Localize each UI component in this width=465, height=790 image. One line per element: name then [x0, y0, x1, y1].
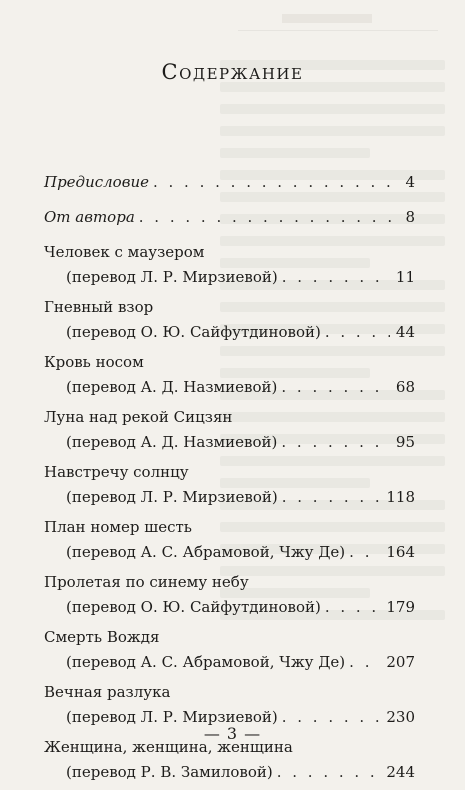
dot-leader: [325, 595, 381, 620]
toc-entry[interactable]: [44, 350, 415, 400]
toc-entry[interactable]: [44, 570, 415, 620]
toc-entry-translator: (перевод Л. Р. Мирзиевой): [66, 708, 278, 726]
toc-entry[interactable]: [44, 460, 415, 510]
toc-entry[interactable]: [44, 405, 415, 455]
toc-page-number: 118: [386, 488, 415, 506]
toc-entry[interactable]: [44, 515, 415, 565]
toc-page-number: 4: [405, 173, 415, 191]
dot-leader: [277, 760, 381, 785]
toc-page-number: 164: [386, 543, 415, 561]
toc-entry-title: Человек с маузером: [44, 243, 205, 261]
table-of-contents: [44, 170, 415, 790]
toc-entry-translator: (перевод А. Д. Назмиевой): [66, 433, 278, 451]
toc-entry-title: Предисловие: [44, 173, 149, 191]
page-number-footer: — 3 —: [203, 724, 262, 743]
toc-entry-translator: (перевод Л. Р. Мирзиевой): [66, 488, 278, 506]
toc-entry-title: Женщина, женщина, женщина: [44, 738, 293, 756]
toc-entry-translator: (перевод А. С. Абрамовой, Чжу Де): [66, 543, 346, 561]
toc-entry-translator: (перевод О. Ю. Сайфутдиновой): [66, 598, 321, 616]
dot-leader: [153, 170, 399, 195]
toc-entry[interactable]: [44, 625, 415, 675]
toc-entry-title: От автора: [44, 208, 135, 226]
toc-entry-title: Пролетая по синему небу: [44, 573, 249, 591]
toc-page-number: 230: [386, 708, 415, 726]
toc-page-number: 44: [395, 323, 415, 341]
toc-entry-translator: (перевод Р. В. Замиловой): [66, 763, 273, 781]
dot-leader: [282, 485, 381, 510]
toc-entry-title: Луна над рекой Сицзян: [44, 408, 233, 426]
page-title: Содержание: [161, 60, 304, 84]
dot-leader: [325, 320, 390, 345]
dot-leader: [281, 375, 390, 400]
toc-page-number: 207: [386, 653, 415, 671]
toc-entry-title: Навстречу солнцу: [44, 463, 189, 481]
dot-leader: [281, 430, 390, 455]
toc-page-number: 179: [386, 598, 415, 616]
toc-entry[interactable]: [44, 240, 415, 290]
bleed-through-line: [220, 148, 370, 158]
bleed-through-rule: [238, 30, 438, 31]
toc-page-number: 95: [395, 433, 415, 451]
dot-leader: [282, 265, 390, 290]
toc-entry-translator: (перевод Л. Р. Мирзиевой): [66, 268, 278, 286]
bleed-through-line: [220, 104, 445, 114]
bleed-through-header: [282, 14, 372, 23]
bleed-through-line: [220, 126, 445, 136]
toc-entry-preface[interactable]: [44, 170, 415, 195]
toc-page-number: 8: [405, 208, 415, 226]
dot-leader: [139, 205, 400, 230]
toc-entry-translator: (перевод О. Ю. Сайфутдиновой): [66, 323, 321, 341]
dot-leader: [349, 540, 380, 565]
toc-entry[interactable]: [44, 680, 415, 730]
toc-entry-title: Вечная разлука: [44, 683, 171, 701]
toc-entry-from-author[interactable]: [44, 205, 415, 230]
toc-entry-title: Гневный взор: [44, 298, 154, 316]
toc-page-number: 11: [395, 268, 415, 286]
dot-leader: [349, 650, 380, 675]
toc-page-number: 244: [386, 763, 415, 781]
toc-entry-title: Кровь носом: [44, 353, 144, 371]
toc-entry-translator: (перевод А. Д. Назмиевой): [66, 378, 278, 396]
toc-entry[interactable]: [44, 295, 415, 345]
toc-entry-title: Смерть Вождя: [44, 628, 160, 646]
toc-entry-translator: (перевод А. С. Абрамовой, Чжу Де): [66, 653, 346, 671]
toc-entry-title: План номер шесть: [44, 518, 192, 536]
toc-page-number: 68: [395, 378, 415, 396]
